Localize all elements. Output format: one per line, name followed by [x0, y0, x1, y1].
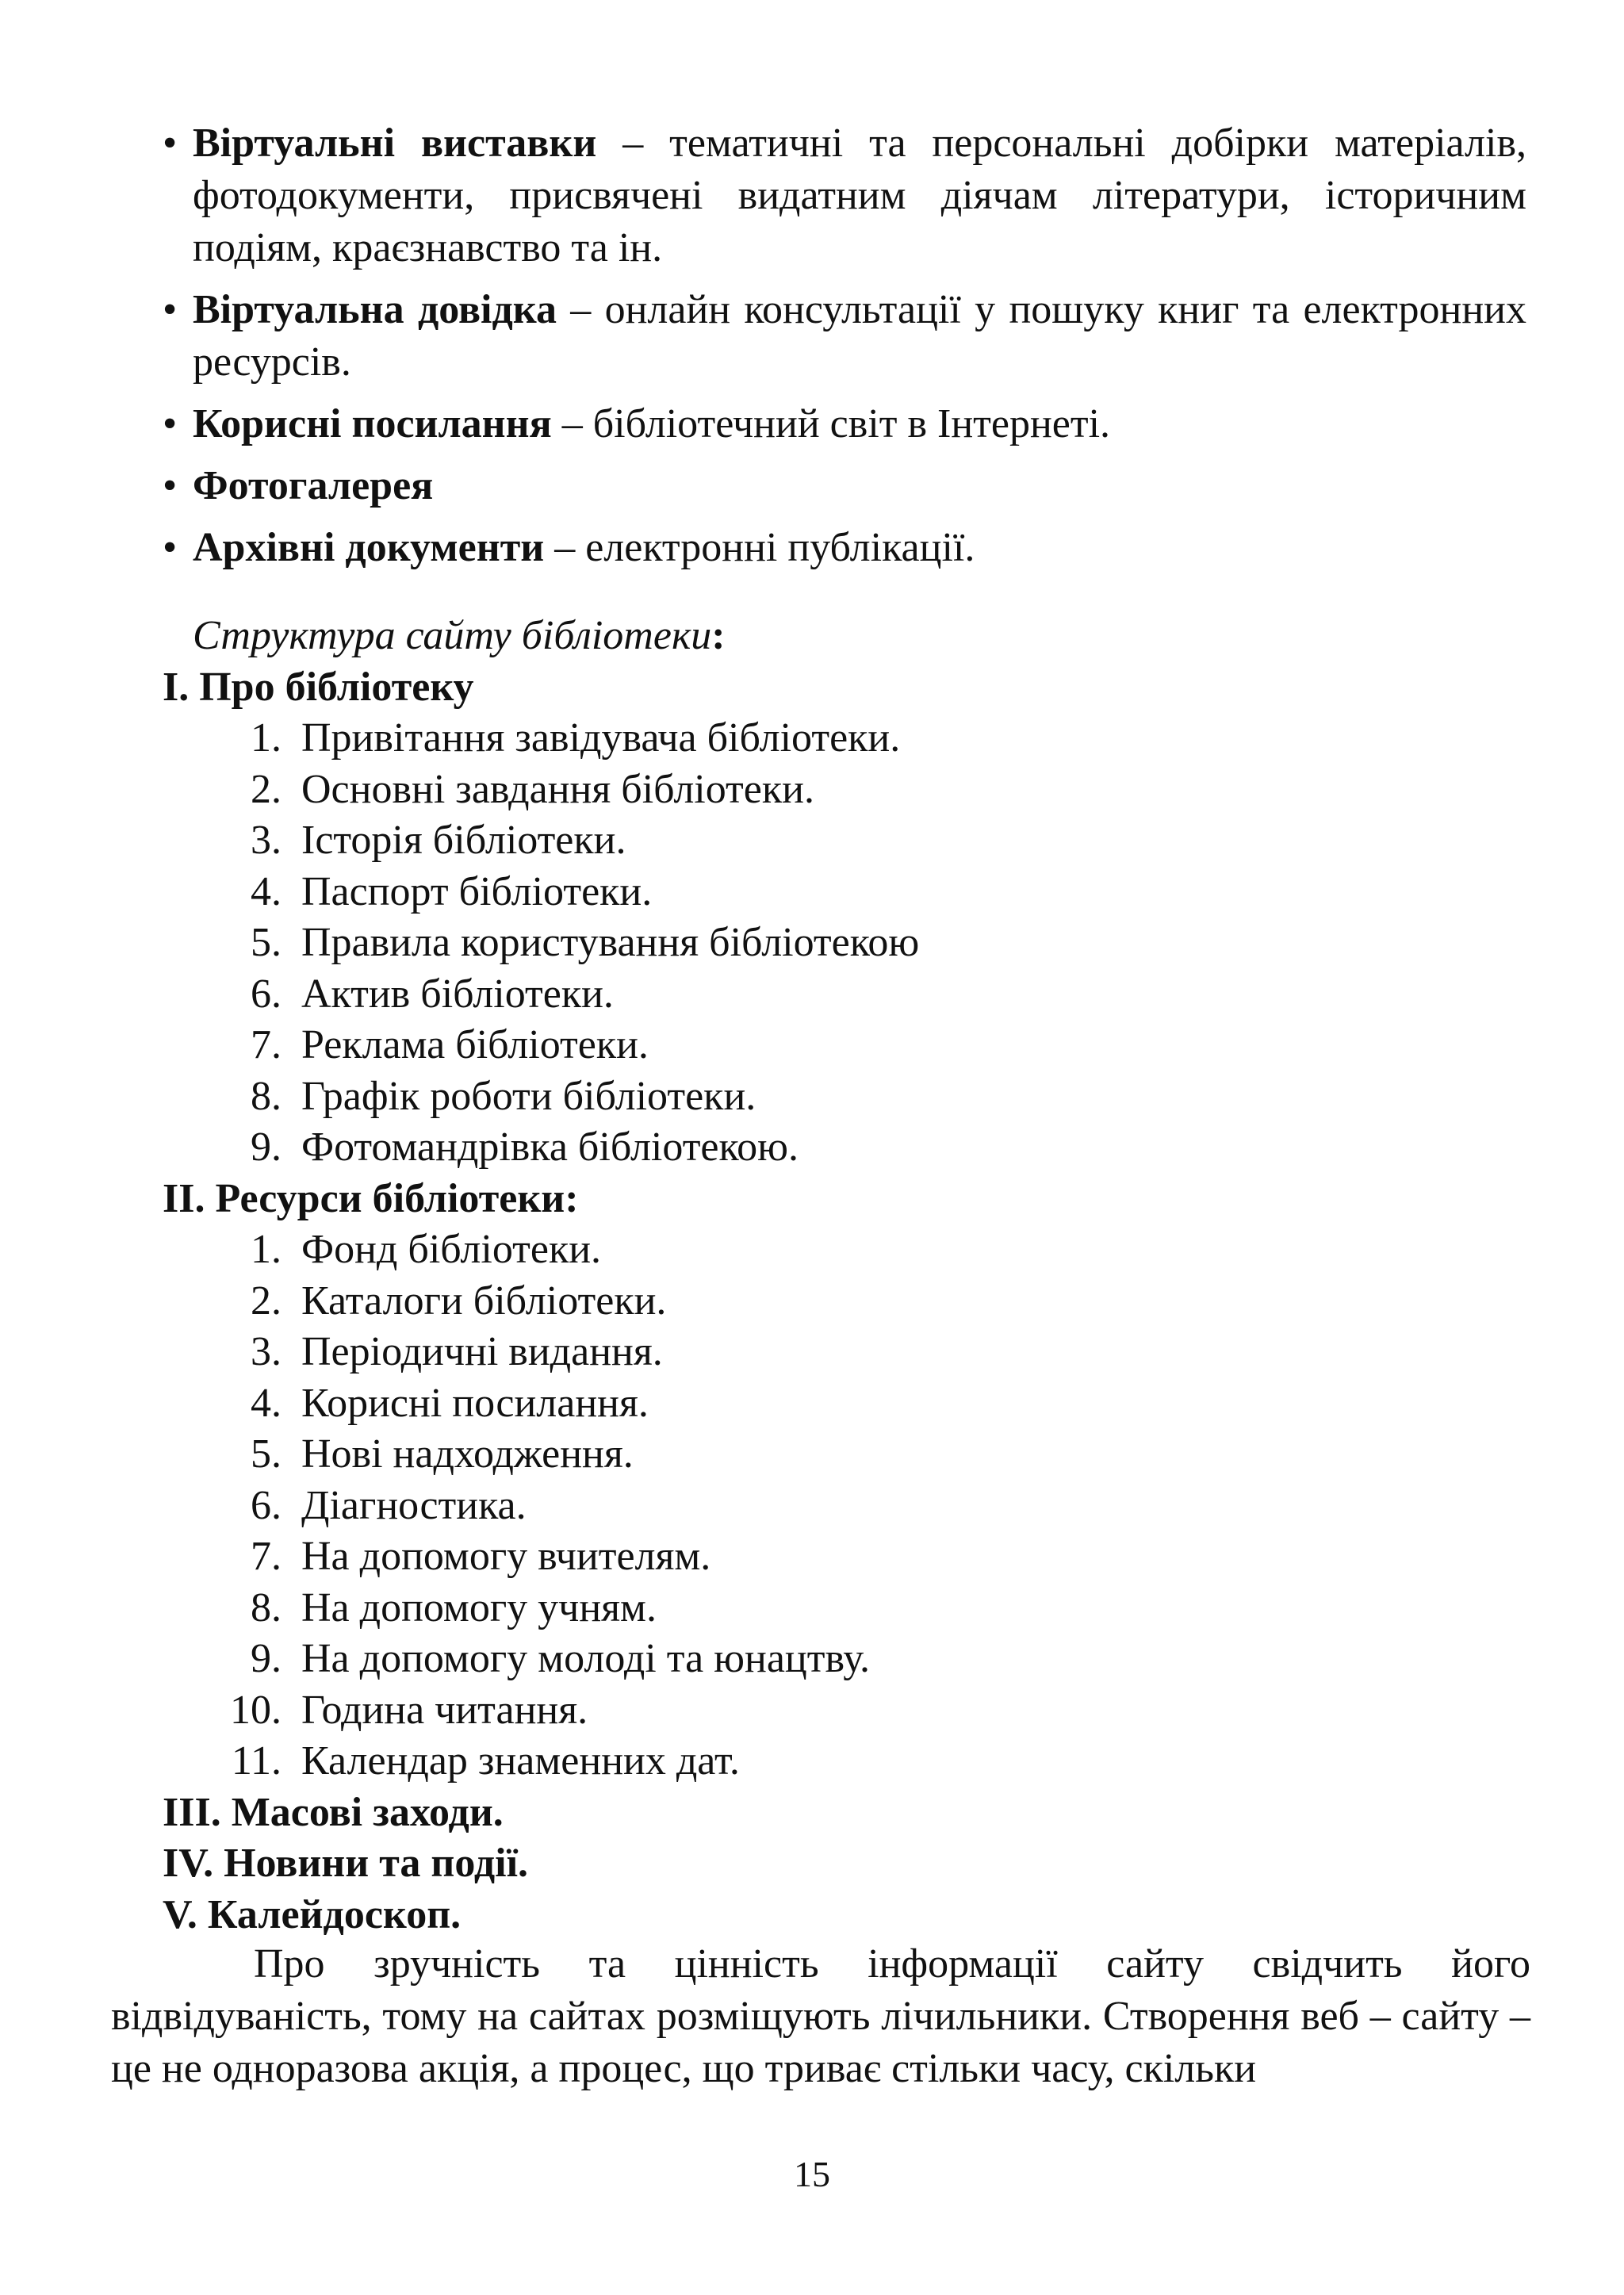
item-text: Основні завдання бібліотеки. — [301, 766, 814, 812]
item-number: 7. — [251, 1534, 282, 1579]
item-text: Паспорт бібліотеки. — [301, 868, 653, 914]
item-number: 8. — [251, 1584, 282, 1630]
item-number: 6. — [251, 1482, 282, 1528]
list-item — [163, 867, 1526, 918]
item-number: 5. — [251, 1431, 282, 1477]
item-number: 1. — [251, 715, 282, 761]
item-number: 1. — [251, 1227, 282, 1272]
list-item — [163, 918, 1526, 969]
item-text: Фонд бібліотеки. — [301, 1227, 602, 1272]
bullet-item — [163, 398, 1526, 450]
item-text: Діагностика. — [301, 1482, 527, 1528]
item-text: Історія бібліотеки. — [301, 818, 626, 863]
item-number: 7. — [251, 1022, 282, 1067]
bullet-item — [163, 117, 1526, 274]
bullet-description: – онлайн консультації у пошуку книг та електронних ресурсів. — [193, 287, 1526, 385]
item-text: Корисні посилання. — [301, 1380, 649, 1426]
item-text: Періодичні видання. — [301, 1329, 663, 1374]
bullet-item — [163, 460, 1526, 512]
list-item — [163, 1481, 1526, 1532]
list-item — [163, 815, 1526, 867]
item-text: На допомогу учням. — [301, 1584, 657, 1630]
item-number: 4. — [251, 1380, 282, 1426]
bullet-term: Корисні посилання — [193, 401, 552, 446]
list-item — [163, 1327, 1526, 1378]
list-item — [163, 1736, 1526, 1787]
item-text: Реклама бібліотеки. — [301, 1022, 649, 1067]
item-text: Актив бібліотеки. — [301, 971, 614, 1017]
bullet-item — [163, 522, 1526, 574]
list-item — [163, 1224, 1526, 1276]
list-item — [163, 1685, 1526, 1737]
item-text: Привітання завідувача бібліотеки. — [301, 715, 901, 761]
list-item — [163, 1020, 1526, 1071]
bullet-list — [163, 117, 1526, 584]
list-item — [163, 1276, 1526, 1328]
bullet-term: Віртуальні виставки — [193, 121, 597, 166]
section-item-list — [163, 713, 1526, 1174]
list-item — [163, 713, 1526, 764]
list-item — [163, 1378, 1526, 1430]
page-number: 15 — [794, 2154, 830, 2194]
item-number: 11. — [231, 1738, 282, 1784]
item-text: Фотомандрівка бібліотекою. — [301, 1125, 799, 1170]
item-number: 4. — [251, 868, 282, 914]
structure-title-text: Структура сайту бібліотеки — [193, 613, 712, 658]
bullet-item — [163, 284, 1526, 389]
item-number: 3. — [251, 1329, 282, 1374]
item-number: 6. — [251, 971, 282, 1017]
section-heading: IV. Новини та події. — [163, 1841, 529, 1886]
bullet-term: Віртуальна довідка — [193, 287, 557, 332]
item-text: Каталоги бібліотеки. — [301, 1278, 667, 1324]
section-heading: I. Про бібліотеку — [163, 664, 474, 710]
item-text: Графік роботи бібліотеки. — [301, 1073, 756, 1119]
list-item — [163, 1071, 1526, 1123]
item-number: 5. — [251, 920, 282, 965]
item-text: На допомогу вчителям. — [301, 1534, 711, 1579]
section-heading: V. Калейдоскоп. — [163, 1891, 462, 1937]
site-structure — [163, 611, 1526, 1941]
section-item-list — [163, 1224, 1526, 1787]
section-heading: III. Масові заходи. — [163, 1789, 504, 1835]
structure-title — [163, 611, 1526, 662]
item-number: 9. — [251, 1636, 282, 1681]
bullet-description: – тематичні та персональні добірки матеріалів, фотодокументи, присвячені видатним діячам літератури, історичним подіям, краєзнавство та ін. — [193, 121, 1527, 270]
item-number: 2. — [251, 1278, 282, 1324]
list-item — [163, 1429, 1526, 1481]
list-item — [163, 1583, 1526, 1634]
item-text: На допомогу молоді та юнацтву. — [301, 1636, 871, 1681]
list-item — [163, 1531, 1526, 1583]
item-number: 8. — [251, 1073, 282, 1119]
item-number: 10. — [230, 1687, 282, 1733]
list-item — [163, 1122, 1526, 1174]
item-number: 3. — [251, 818, 282, 863]
list-item — [163, 764, 1526, 816]
bullet-description: – електронні публікації. — [544, 525, 975, 570]
bullet-term: Архівні документи — [193, 525, 545, 570]
item-text: Нові надходження. — [301, 1431, 634, 1477]
item-text: Година читання. — [301, 1687, 588, 1733]
bullet-term: Фотогалерея — [193, 463, 434, 508]
structure-sections — [163, 662, 1526, 1941]
bullet-description: – бібліотечний світ в Інтернеті. — [551, 401, 1111, 446]
body-paragraph: Про зручність та цінність інформації сайту свідчить його відвідуваність, тому на сайтах розміщують лічильники. Створення веб – сайту – це не одноразова акція, а процес, що триває стільки часу, скільки — [111, 1941, 1530, 2091]
structure-title-colon: : — [711, 613, 726, 658]
item-number: 9. — [251, 1125, 282, 1170]
item-number: 2. — [251, 766, 282, 812]
list-item — [163, 1634, 1526, 1685]
item-text: Правила користування бібліотекою — [301, 920, 920, 965]
item-text: Календар знаменних дат. — [301, 1738, 740, 1784]
section-heading: II. Ресурси бібліотеки: — [163, 1175, 579, 1221]
list-item — [163, 969, 1526, 1021]
